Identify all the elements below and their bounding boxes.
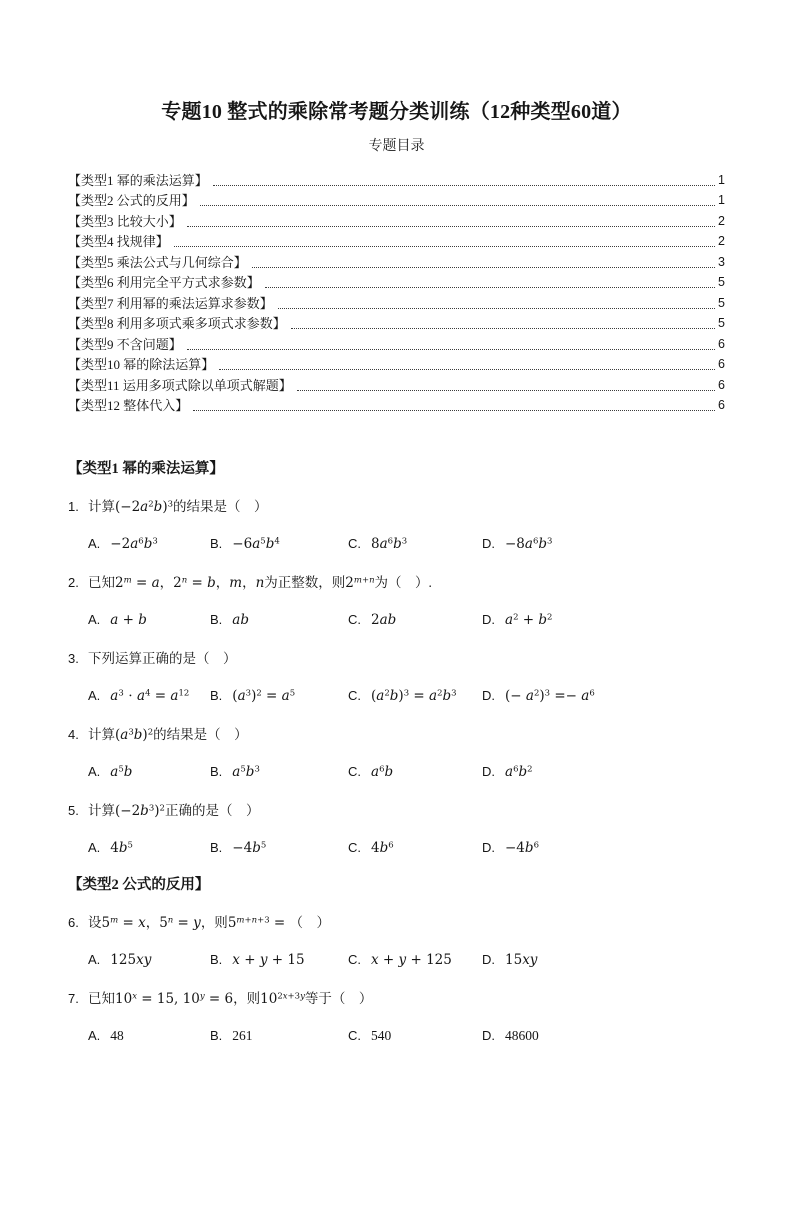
option-value: 540 — [371, 1028, 392, 1043]
question-7 — [68, 987, 725, 1048]
option-c — [348, 948, 482, 972]
toc-dot-leader — [200, 205, 715, 206]
option-value: $a^6b^2$ — [505, 764, 533, 780]
option-label: C. — [348, 688, 361, 703]
option-label: A. — [88, 840, 101, 855]
option-label: B. — [210, 612, 223, 627]
option-value: $4b^6$ — [371, 840, 394, 856]
option-value: ab — [232, 612, 249, 628]
option-value: $a^5b$ — [110, 764, 133, 780]
question-number: 1. — [68, 499, 79, 514]
question-number: 6. — [68, 915, 79, 930]
option-value: 48600 — [505, 1028, 539, 1043]
toc-page-number: 6 — [718, 377, 725, 392]
option-value: 15xy — [505, 952, 538, 968]
option-label: A. — [88, 764, 101, 779]
toc-dot-leader — [291, 328, 715, 329]
option-value: $a^3 \cdot a^4 = a^{12}$ — [110, 688, 190, 704]
option-label: C. — [348, 952, 361, 967]
option-label: B. — [210, 1028, 223, 1043]
toc-item-label: 【类型4 找规律】 — [68, 234, 169, 249]
option-label: A. — [88, 688, 101, 703]
option-label: A. — [88, 612, 101, 627]
toc-dot-leader — [193, 410, 715, 411]
options-row — [68, 608, 725, 632]
option-value: a + b — [110, 612, 147, 628]
option-label: A. — [88, 952, 101, 967]
option-value: x + y + 125 — [371, 952, 452, 968]
toc-item[interactable] — [68, 190, 725, 211]
toc-item-label: 【类型3 比较大小】 — [68, 213, 182, 229]
section-heading: 【类型2 公式的反用】 — [68, 877, 210, 893]
toc-item[interactable] — [68, 395, 725, 416]
question-stem: 计算$(a^3b)^2$的结果是（ ） — [88, 727, 248, 743]
option-label: C. — [348, 764, 361, 779]
option-label: D. — [482, 688, 495, 703]
toc-item[interactable] — [68, 210, 725, 231]
option-a — [88, 760, 210, 784]
option-label: B. — [210, 764, 223, 779]
question-number: 2. — [68, 575, 79, 590]
section-type-2 — [68, 875, 725, 1048]
option-d — [482, 532, 725, 556]
question-4 — [68, 723, 725, 784]
toc-item-label: 【类型8 利用多项式乘多项式求参数】 — [68, 316, 286, 331]
toc-page-number: 2 — [718, 213, 725, 228]
option-label: D. — [482, 536, 495, 551]
toc-page-number: 5 — [718, 316, 725, 330]
question-stem: 设$5^m = x$，$5^n = y$，则$5^{m+n+3}$ = （ ） — [88, 915, 331, 931]
toc-item-label: 【类型10 幂的除法运算】 — [68, 357, 215, 372]
option-value: $a^6b$ — [371, 764, 394, 780]
option-label: D. — [482, 1028, 495, 1043]
option-b — [210, 760, 348, 784]
toc-dot-leader — [174, 246, 715, 247]
toc-item[interactable] — [68, 313, 725, 334]
option-c — [348, 1024, 482, 1048]
option-a — [88, 532, 210, 556]
toc-page-number: 6 — [718, 357, 725, 371]
section-heading: 【类型1 幂的乘法运算】 — [68, 461, 224, 477]
option-value: 125xy — [110, 952, 152, 968]
question-number: 3. — [68, 651, 79, 666]
toc-item-label: 【类型2 公式的反用】 — [68, 193, 195, 208]
toc-dot-leader — [187, 349, 715, 350]
option-value: $(a^3)^2 = a^5$ — [232, 688, 296, 704]
option-value: $-4b^5$ — [232, 840, 267, 856]
option-b — [210, 948, 348, 972]
question-5 — [68, 799, 725, 860]
options-row — [68, 532, 725, 556]
option-value: $a^2 + b^2$ — [505, 612, 553, 628]
toc-page-number: 5 — [718, 295, 725, 310]
toc-dot-leader — [297, 390, 715, 391]
option-c — [348, 836, 482, 860]
option-value: $-2a^6b^3$ — [110, 536, 158, 552]
toc-item[interactable] — [68, 272, 725, 293]
option-d — [482, 948, 725, 972]
option-label: B. — [210, 536, 223, 551]
option-value: 2ab — [371, 612, 397, 628]
question-number: 7. — [68, 991, 79, 1006]
option-a — [88, 608, 210, 632]
document-page — [0, 99, 793, 1221]
question-stem: 已知$2^m = a$，$2^n = b$，m，n为正整数，则$2^{m+n}$为（ ）. — [88, 575, 432, 591]
toc-item[interactable] — [68, 251, 725, 272]
toc-item[interactable] — [68, 169, 725, 190]
option-label: C. — [348, 840, 361, 855]
option-value: $4b^5$ — [110, 840, 133, 856]
toc-item-label: 【类型1 幂的乘法运算】 — [68, 172, 208, 188]
option-c — [348, 760, 482, 784]
option-label: C. — [348, 1028, 361, 1043]
options-row — [68, 836, 725, 860]
toc-dot-leader — [252, 267, 715, 268]
option-b — [210, 532, 348, 556]
question-stem: 计算$(-2b^3)^2$正确的是（ ） — [88, 803, 260, 819]
toc-item[interactable] — [68, 374, 725, 395]
option-label: B. — [210, 952, 223, 967]
question-stem: 下列运算正确的是（ ） — [88, 651, 237, 666]
option-b — [210, 608, 348, 632]
option-d — [482, 836, 725, 860]
option-value: $(a^2b)^3 = a^2b^3$ — [371, 688, 457, 704]
toc-item-label: 【类型9 不含问题】 — [68, 336, 182, 352]
option-a — [88, 1024, 210, 1048]
option-label: C. — [348, 612, 361, 627]
question-1 — [68, 495, 725, 556]
option-value: $-6a^5b^4$ — [232, 536, 280, 552]
option-a — [88, 948, 210, 972]
option-b — [210, 1024, 348, 1048]
toc-page-number: 6 — [718, 336, 725, 351]
question-6 — [68, 911, 725, 972]
toc-item[interactable] — [68, 292, 725, 313]
toc-item[interactable] — [68, 354, 725, 375]
toc-item[interactable] — [68, 333, 725, 354]
question-stem: 已知$10^x = 15$, $10^y = 6$，则$10^{2x+3y}$等于（ ） — [88, 991, 373, 1007]
table-of-contents — [68, 169, 725, 415]
option-label: D. — [482, 840, 495, 855]
question-number: 4. — [68, 727, 79, 742]
option-value: $a^5b^3$ — [232, 764, 260, 780]
option-value: (− $a^2)^3 =- a^6$ — [505, 688, 595, 704]
option-a — [88, 684, 210, 708]
toc-page-number: 6 — [718, 398, 725, 412]
question-2 — [68, 571, 725, 632]
option-a — [88, 836, 210, 860]
option-c — [348, 532, 482, 556]
toc-dot-leader — [265, 287, 715, 288]
option-value: $-8a^6b^3$ — [505, 536, 553, 552]
option-label: D. — [482, 764, 495, 779]
question-stem: 计算$(-2a^2b)^3$的结果是（ ） — [88, 499, 268, 515]
toc-dot-leader — [278, 308, 715, 309]
option-d — [482, 760, 725, 784]
option-label: D. — [482, 952, 495, 967]
option-d — [482, 1024, 725, 1048]
toc-item-label: 【类型5 乘法公式与几何综合】 — [68, 254, 247, 270]
options-row — [68, 684, 725, 708]
option-label: B. — [210, 688, 223, 703]
toc-item-label: 【类型12 整体代入】 — [68, 398, 189, 413]
option-value: 261 — [232, 1028, 253, 1043]
toc-title: 专题目录 — [368, 139, 425, 154]
option-label: B. — [210, 840, 223, 855]
toc-page-number: 1 — [718, 172, 725, 187]
toc-page-number: 5 — [718, 275, 725, 289]
option-label: C. — [348, 536, 361, 551]
toc-item-label: 【类型6 利用完全平方式求参数】 — [68, 275, 260, 290]
option-label: D. — [482, 612, 495, 627]
question-3 — [68, 647, 725, 708]
toc-item-label: 【类型7 利用幂的乘法运算求参数】 — [68, 295, 273, 311]
option-d — [482, 684, 725, 708]
option-b — [210, 684, 348, 708]
option-d — [482, 608, 725, 632]
toc-page-number: 2 — [718, 234, 725, 248]
toc-page-number: 1 — [718, 193, 725, 207]
options-row — [68, 760, 725, 784]
page-title: 专题10 整式的乘除常考题分类训练（12种类型60道） — [161, 101, 632, 123]
option-c — [348, 608, 482, 632]
question-number: 5. — [68, 803, 79, 818]
options-row — [68, 1024, 725, 1048]
option-b — [210, 836, 348, 860]
section-type-1 — [68, 459, 725, 860]
option-value: $8a^6b^3$ — [371, 536, 408, 552]
option-c — [348, 684, 482, 708]
toc-item-label: 【类型11 运用多项式除以单项式解题】 — [68, 377, 292, 393]
option-value: x + y + 15 — [232, 952, 305, 968]
toc-dot-leader — [187, 226, 715, 227]
toc-item[interactable] — [68, 231, 725, 252]
toc-dot-leader — [219, 369, 715, 370]
toc-page-number: 3 — [718, 254, 725, 269]
option-label: A. — [88, 1028, 101, 1043]
option-label: A. — [88, 536, 101, 551]
option-value: $-4b^6$ — [505, 840, 539, 856]
toc-dot-leader — [213, 185, 715, 186]
options-row — [68, 948, 725, 972]
option-value: 48 — [110, 1028, 124, 1043]
